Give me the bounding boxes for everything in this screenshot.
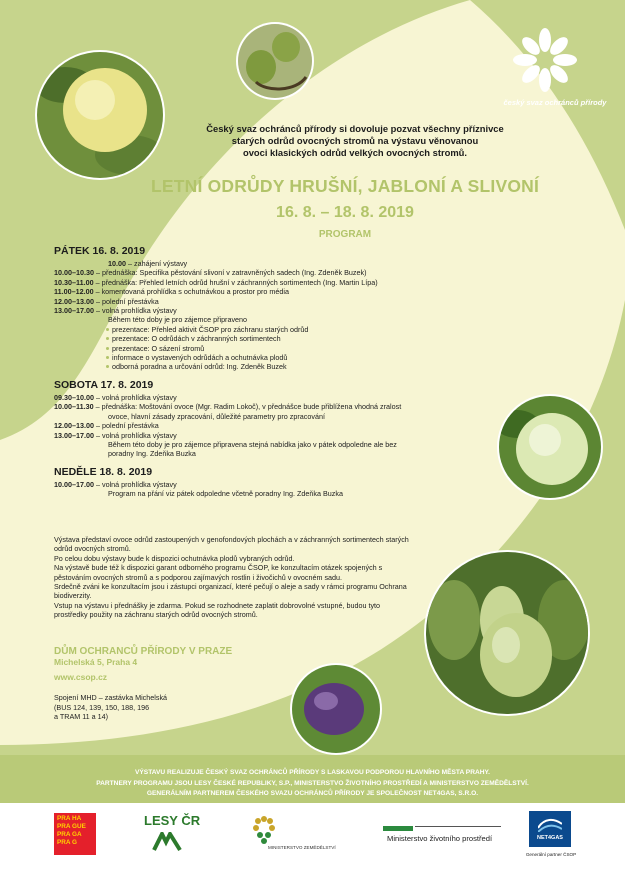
intro-line: ovoci klasických odrůd velkých ovocných stromů. — [242, 147, 468, 158]
program-item — [54, 287, 494, 296]
program-item — [54, 306, 494, 315]
footer-line: GENERÁLNÍM PARTNEREM ČESKÉHO SVAZU OCHRÁNCŮ PŘÍRODY JE SPOLEČNOST NET4GAS, S.R.O. — [146, 790, 479, 797]
info-paragraph: Srdečně zváni ke konzultacím jsou i zástupci organizací, které pečují o aleje a sady v rámci programu Ochrana biodiverzity. — [54, 582, 407, 601]
plum-photo — [290, 663, 382, 755]
program-item — [54, 431, 494, 440]
program-item-time: 10.00–10.30 — [54, 268, 94, 278]
program-item — [54, 412, 494, 421]
lesy-cr-logo: LESY ČR — [144, 813, 201, 828]
program-heading: PROGRAM — [318, 229, 372, 240]
program-item — [54, 278, 494, 287]
praha-logo: PRA HA PRA GUE PRA GA PRA G — [54, 813, 96, 855]
venue-web-link[interactable]: www.csop.cz — [54, 672, 108, 682]
program-item-text: – komentovaná prohlídka s ochutnávkou a prostor pro média — [93, 287, 289, 297]
program-item-time: 10.00–11.30 — [54, 402, 94, 412]
program-item-text: poradny Ing. Zdeňka Buzka — [108, 449, 196, 459]
footer-text — [40, 768, 585, 800]
pears-large-photo — [424, 550, 590, 716]
program-item-text: prezentace: O odrůdách v záchranných sortimentech — [112, 334, 281, 344]
mz-wheat-icon — [250, 815, 278, 845]
mzp-logo-text: Ministerstvo životního prostředí — [387, 834, 493, 843]
info-paragraph: Vstup na výstavu i přednášky je zdarma. Pokud se rozhodnete zaplatit dobrovolné vstupné, budou tyto prostředky použity na záchranu starých odrůd ovocných stromů. — [54, 600, 381, 620]
pears-small-photo — [236, 22, 314, 100]
program-list — [54, 245, 494, 499]
program-item-text: Během této doby je pro zájemce připraveno — [108, 315, 248, 325]
program-item — [54, 421, 494, 430]
program-item — [54, 393, 494, 402]
program-item-text: odborná poradna a určování odrůd: Ing. Zdeněk Buzek — [112, 362, 287, 372]
program-item-text: – volná prohlídka výstavy — [93, 306, 177, 316]
program-item-text: – přednáška: Přehled letních odrůd hrušní v záchranných sortimentech (Ing. Martin Lípa) — [93, 277, 378, 287]
program-item-text: – zahájení výstavy — [126, 259, 188, 268]
program-item — [54, 325, 494, 334]
program-item-text: – přednáška: Specifika pěstování slivoní v zatravněných sadech (Ing. Zdeněk Buzek) — [93, 268, 367, 278]
program-item — [54, 489, 494, 498]
intro-line: Český svaz ochránců přírody si dovoluje pozvat všechny příznivce — [206, 123, 504, 134]
program-item-time: 09.30–10.00 — [54, 392, 94, 402]
program-item — [54, 362, 494, 371]
info-paragraph: Výstava představí ovoce odrůd zastoupených v genofondových plochách a v záchranných sortimentech starých odrůd ovocných stromů. — [54, 535, 409, 554]
mz-logo-text: MINISTERSTVO ZEMĚDĚLSTVÍ — [268, 845, 336, 850]
page-title: LETNÍ ODRŮDY HRUŠNÍ, JABLONÍ A SLIVONÍ — [150, 176, 540, 196]
venue-address: Michelská 5, Praha 4 — [54, 657, 138, 667]
program-item-text: prezentace: O sázení stromů — [112, 343, 205, 353]
program-item — [54, 353, 494, 362]
day-heading: PÁTEK 16. 8. 2019 — [54, 245, 146, 257]
program-item-text: informace o vystavených odrůdách a ochutnávka plodů — [112, 353, 288, 363]
program-item — [54, 297, 494, 306]
net4gas-wave-icon — [538, 814, 562, 832]
program-item-text: – volná prohlídka výstavy — [93, 392, 177, 402]
program-item — [54, 480, 494, 489]
program-item — [54, 315, 494, 324]
venue-name: DŮM OCHRANCŮ PŘÍRODY V PRAZE — [54, 646, 233, 657]
transport-line: Spojení MHD – zastávka Michelská — [54, 693, 168, 702]
intro-text — [205, 123, 505, 159]
csop-flower-icon — [505, 20, 585, 100]
net4gas-logo: NET4GAS — [529, 811, 571, 847]
program-item-time: 11.00–12.00 — [54, 287, 94, 297]
program-item-time: 12.00–13.00 — [54, 421, 94, 431]
footer-line: PARTNERY PROGRAMU JSOU LESY ČESKÉ REPUBLIKY, S.P., MINISTERSTVO ŽIVOTNÍHO PROSTŘEDÍ A MINISTERSTVO ZEMĚDĚLSTVÍ. — [96, 779, 529, 787]
program-item-text: – volná prohlídka výstavy — [93, 479, 177, 489]
venue — [54, 646, 232, 683]
program-item — [54, 402, 494, 411]
info-paragraph: Na výstavě bude též k dispozici garant odborného programu ČSOP, ke konzultacím otázek spojených s pěstováním ovocných stromů a s podporou zajímavých rostlin i živočichů v ovocném sadu. — [54, 563, 383, 582]
green-apple-photo — [497, 394, 603, 500]
footer-line: VÝSTAVU REALIZUJE ČESKÝ SVAZ OCHRÁNCŮ PŘÍRODY S LASKAVOU PODPOROU HLAVNÍHO MĚSTA PRAHY. — [135, 769, 490, 776]
program-item — [54, 259, 494, 268]
program-item-text: ovoce, hlavní zásady zpracování, důležité parametry pro zpracování — [108, 411, 325, 421]
program-item — [54, 344, 494, 353]
transport-line: (BUS 124, 139, 150, 188, 196 — [54, 702, 150, 712]
net4gas-subtitle: Generální partner ČSOP — [525, 852, 577, 857]
program-item — [54, 334, 494, 343]
program-item-text: prezentace: Přehled aktivit ČSOP pro záchranu starých odrůd — [112, 324, 309, 334]
program-item-time: 13.00–17.00 — [54, 430, 94, 440]
program-item-text: – volná prohlídka výstavy — [93, 430, 177, 440]
program-item-time: 10.00–17.00 — [54, 479, 94, 489]
event-dates: 16. 8. – 18. 8. 2019 — [276, 204, 414, 221]
program-item-time: 10.00 — [108, 259, 126, 268]
intro-line: starých odrůd ovocných stromů na výstavu věnovanou — [231, 135, 479, 146]
mzp-logo-bars — [383, 826, 503, 832]
csop-logo-text: český svaz ochránců přírody — [503, 98, 607, 107]
program-item-text: – polední přestávka — [93, 296, 159, 306]
program-item-text: Během této doby je pro zájemce připravena stejná nabídka jako v pátek odpoledne ale bez — [108, 439, 397, 449]
apple-photo — [35, 50, 165, 180]
program-item — [54, 268, 494, 277]
transport-line: a TRAM 11 a 14) — [54, 712, 109, 722]
program-item-time: 12.00–13.00 — [54, 296, 94, 306]
info-section — [54, 535, 414, 620]
day-heading: SOBOTA 17. 8. 2019 — [54, 378, 154, 391]
info-paragraph: Po celou dobu výstavy bude k dispozici ochutnávka plodů vybraných odrůd. — [54, 553, 295, 563]
program-item — [54, 449, 494, 458]
program-item-text: Program na přání viz pátek odpoledne včetně poradny Ing. Zdeňka Buzka — [108, 489, 343, 499]
program-item-time: 13.00–17.00 — [54, 306, 94, 316]
day-heading: NEDĚLE 18. 8. 2019 — [54, 465, 153, 478]
lesy-tree-icon — [152, 832, 182, 852]
program-item-time: 10.30–11.00 — [54, 277, 94, 287]
program-item-text: – polední přestávka — [93, 421, 159, 431]
program-item-text: – přednáška: Moštování ovoce (Mgr. Radim Lokoč), v přednášce bude přiblížena vhodná zralost — [93, 402, 402, 412]
program-item — [54, 440, 494, 449]
transport-info — [54, 693, 167, 722]
